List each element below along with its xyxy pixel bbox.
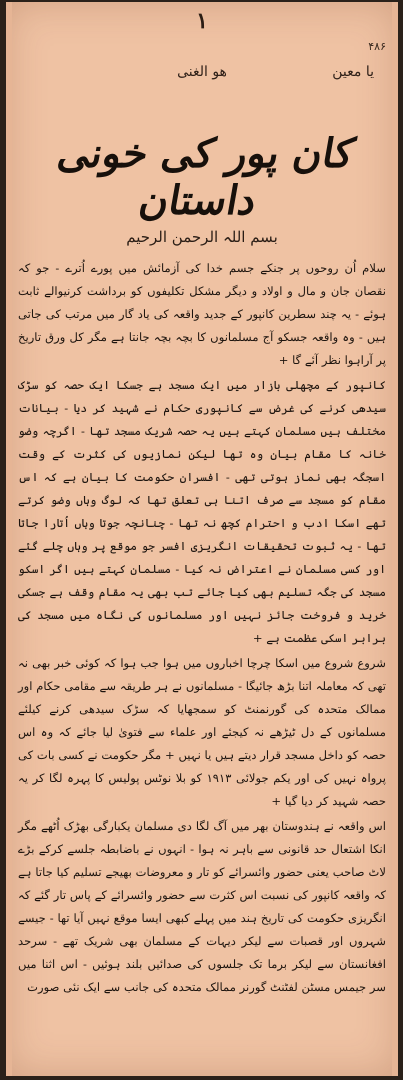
invocation-center: ھو الغنی — [177, 64, 227, 80]
article-body — [18, 257, 386, 999]
document-page — [6, 2, 398, 1076]
bismillah-line: بسم اللہ الرحمن الرحیم — [126, 228, 278, 246]
paragraph-1: سلام اُن روحوں پر جنکے جسم خدا کی آزمائش میں پورے اُترے - جو کہ نقصان جان و مال و اولاد و دیگر مشکل تکلیفوں کو برداشت کرنیوالے ثابت ہوئے - یہ چند سطرین کانپور کے جدید واقعہ کی یاد گار میں مرتب کی جاتی ہیں - وہ واقعہ جسکو آج مسلمانوں کا بچہ بچہ جانتا ہے مگر کل ورق تاریخ پر آراہوا نظر آئے گا + — [18, 261, 386, 367]
corner-mark: ۴۸۶ — [368, 40, 386, 53]
page-title: کان پور کی خونی داستان — [54, 130, 359, 224]
paragraph-4: اس واقعہ نے ہندوستان بھر میں آگ لگا دی مسلمان یکبارگی بھڑک اُٹھے مگر انکا اشتعال حد قانونی سے باہر نہ ہوا - انہوں نے باضابطہ جلسے کرکے بڑے لاٹ صاحب یعنی حضور وائسرائے کو تار و معروضات بھیجے تسلیم کیا جاتا ہے کہ واقعہ کانپور کی نسبت اس کثرت سے حضور وائسرائے کے پاس تار گئے کہ انگریزی حکومت کی تاریخ ہند میں پہلے کبھی ایسا موقع نہیں آیا تھا - جیسے شہروں اور قصبات سے لیکر دیہات کے مسلمان بھی شریک تھے - سرحد افغانستان سے لیکر برما تک جلسوں کی صدائیں بلند ہوئیں - اس اثنا میں سر جیمس مسٹن لفٹنٹ گورنر ممالک متحدہ کی جانب سے ایک نئی صورت — [18, 819, 386, 994]
paragraph-3: شروع شروع میں اسکا چرچا اخباروں میں ہوا جب ہوا کہ کوئی خبر بھی نہ تھی کہ معاملہ اتنا بڑھ جائیگا - مسلمانوں نے ہر طریقہ سے مقامی حکام اور ممالک متحدہ کی گورنمنٹ کو سمجھایا کہ سڑک سیدھی کرنے کیلئے مسلمانوں کے دل ٹیڑھے نہ کیجئے اور علماء سے فتویٰ لیا جائے کہ وہ اس حصہ کو داخل مسجد قرار دیتے ہیں یا نہیں + مگر حکومت نے کسی بات کی پرواہ نہیں کی اور یکم جولائی ۱۹۱۳ کو بلا نوٹس پولیس کا پہرہ لگا کر یہ حصہ شہید کر دیا گیا + — [18, 656, 386, 808]
invocation-right: یا معین — [332, 64, 374, 80]
paragraph-2: کانپور کے مچھلی بازار میں ایک مسجد ہے جسکا ایک حصہ کو سڑک سیدھی کرنے کی غرض سے کانپوری حکام نے شہید کر دیا - بیانات مختلف ہیں مسلمان کہتے ہیں یہ حصہ شریک مسجد تھا - اگرچہ وضو خانہ کا مقام بیان وہ تھا لیکن نمازیوں کی کثرت کے وقت اسجگہ بھی نماز ہوتی تھی - افسران حکومت کا بیان ہے کہ اس مقام کو مسجد سے صرف اتنا ہی تعلق تھا کہ لوگ وہاں وضو کرتے تھے اسکا ادب و احترام کچھ نہ تھا - چنانچہ جوتا وہاں اُتارا جاتا تھا - یہ ثبوت تحقیقات انگریزی افسر جو موقع پر وہاں چلے گئے اور کسی مسلمان نے اعتراض نہ کیا - مسلمان کہتے ہیں اگر اسکو مسجد کی جگہ تسلیم بھی کیا جائے تب بھی یہ مقام وقف ہے جسکی خرید و فروخت جائز نہیں اور مسلمانوں کی نگاہ میں مسجد کی برابر اسکی عظمت ہے + — [18, 378, 386, 645]
invocation-row — [6, 60, 398, 90]
page-number: ۱ — [196, 8, 208, 34]
